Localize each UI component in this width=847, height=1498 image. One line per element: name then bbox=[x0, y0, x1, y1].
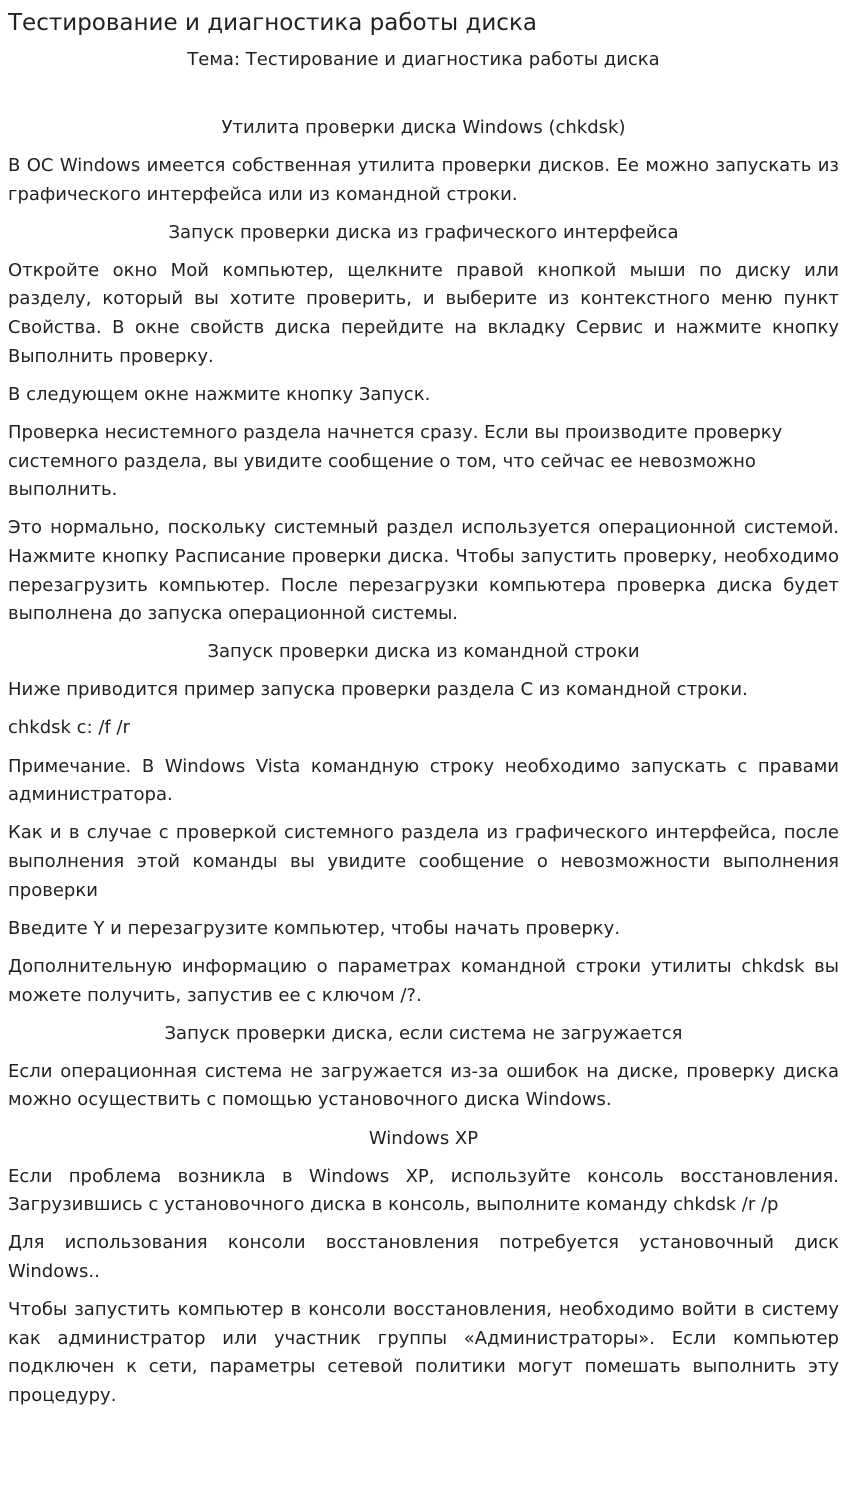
paragraph-cmd-note: Примечание. В Windows Vista командную строку необходимо запускать с правами администратора. bbox=[8, 755, 839, 806]
paragraph-xp-admin: Чтобы запустить компьютер в консоли восстановления, необходимо войти в систему как администратор или участник группы «Администраторы». Если компьютер подключен к сети, параметры сетевой политики могут помешать выполнить эту процедуру. bbox=[8, 1299, 839, 1406]
document-topic: Тема: Тестирование и диагностика работы диска bbox=[187, 49, 660, 70]
paragraph-cmd-example-intro: Ниже приводится пример запуска проверки раздела С из командной строки. bbox=[8, 679, 748, 701]
section-heading-chkdsk: Утилита проверки диска Windows (chkdsk) bbox=[221, 117, 626, 138]
paragraph-no-boot: Если операционная система не загружается из-за ошибок на диске, проверку диска можно осуществить с помощью установочного диска Windows. bbox=[8, 1060, 839, 1111]
spacer bbox=[8, 74, 839, 114]
section-heading-windows-xp: Windows XP bbox=[368, 1127, 479, 1149]
paragraph-cmd-reboot: Введите Y и перезагрузите компьютер, чтобы начать проверку. bbox=[8, 917, 621, 939]
paragraph-cmd-message: Как и в случае с проверкой системного раздела из графического интерфейса, после выполнения этой команды вы увидите сообщение о невозможности выполнения проверки bbox=[8, 822, 839, 901]
paragraph-cmd-command: chkdsk c: /f /r bbox=[8, 717, 130, 739]
paragraph-xp-install-disk: Для использования консоли восстановления потребуется установочный диск Windows.. bbox=[8, 1232, 839, 1282]
paragraph-gui-start: В следующем окне нажмите кнопку Запуск. bbox=[8, 383, 431, 405]
section-heading-no-boot: Запуск проверки диска, если система не загружается bbox=[164, 1022, 683, 1044]
section-heading-gui: Запуск проверки диска из графического интерфейса bbox=[168, 221, 679, 243]
page-title: Тестирование и диагностика работы диска bbox=[8, 10, 537, 36]
paragraph-cmd-help: Дополнительную информацию о параметрах командной строки утилиты chkdsk вы можете получить, запустив ее с ключом /?. bbox=[8, 956, 839, 1006]
paragraph-xp-console: Если проблема возникла в Windows XP, используйте консоль восстановления. Загрузившись с установочного диска в консоль, выполните команду chkdsk /r /p bbox=[8, 1165, 839, 1216]
section-heading-cmd: Запуск проверки диска из командной строки bbox=[207, 641, 640, 663]
paragraph-gui-steps: Откройте окно Мой компьютер, щелкните правой кнопкой мыши по диску или разделу, который вы хотите проверить, и выберите из контекстного меню пункт Свойства. В окне свойств диска перейдите на вкладку Сервис и нажмите кнопку Выполнить проверку. bbox=[8, 259, 839, 367]
paragraph-gui-system-partition: Проверка несистемного раздела начнется сразу. Если вы производите проверку системного раздела, вы увидите сообщение о том, что сейчас ее невозможно выполнить. bbox=[8, 421, 783, 501]
paragraph-chkdsk-intro: В ОС Windows имеется собственная утилита проверки дисков. Ее можно запускать из графического интерфейса или из командной строки. bbox=[8, 155, 839, 205]
paragraph-gui-schedule: Это нормально, поскольку системный раздел используется операционной системой. Нажмите кнопку Расписание проверки диска. Чтобы запустить проверку, необходимо перезагрузить компьютер. После перезагрузки компьютера проверка диска будет выполнена до запуска операционной системы. bbox=[8, 517, 839, 625]
